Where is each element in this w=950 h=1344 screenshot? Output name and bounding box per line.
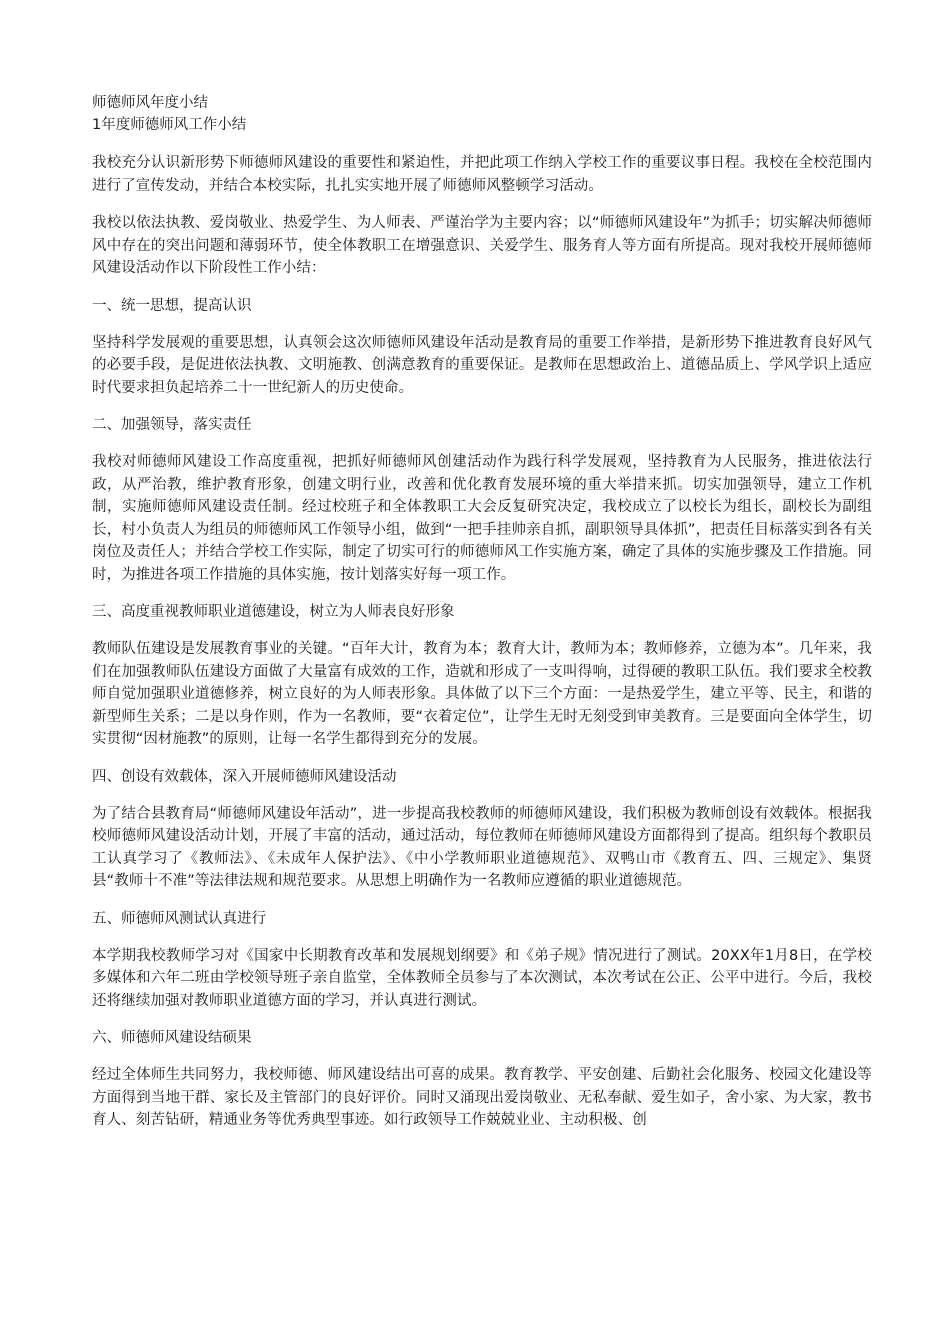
paragraph: 为了结合县教育局“师德师风建设年活动”，进一步提高我校教师的师德师风建设，我们积极为教师创设有效载体。根据我校师德师风建设活动计划，开展了丰富的活动，通过活动，每位教师在师德师风建设方面都得到了提高。组织每个教职员工认真学习了《教师法》、《未成年人保护法》、《中小学教师职业道德规范》、双鸭山市《教育五、四、三规定》、集贤县“教师十不准”等法律法规和规范要求。从思想上明确作为一名教师应遵循的职业道德规范。 xyxy=(92,805,872,889)
paragraph: 坚持科学发展观的重要思想，认真领会这次师德师风建设年活动是教育局的重要工作举措，是新形势下推进教育良好风气的必要手段，是促进依法执教、文明施教、创满意教育的重要保证。是教师在思想政治上、道德品质上、学风学识上适应时代要求担负起培养二十一世纪新人的历史使命。 xyxy=(92,334,872,396)
paragraph: 本学期我校教师学习对《国家中长期教育改革和发展规划纲要》和《弟子规》情况进行了测试。20XX年1月8日，在学校多媒体和六年二班由学校领导班子亲自监堂，全体教师全员参与了本次测试，本次考试在公正、公平中进行。今后，我校还将继续加强对教师职业道德方面的学习，并认真进行测试。 xyxy=(92,947,872,1009)
section-heading: 六、师德师风建设结硕果 xyxy=(92,1030,252,1046)
paragraph: 我校对师德师风建设工作高度重视，把抓好师德师风创建活动作为践行科学发展观，坚持教育为人民服务，推进依法行政，从严治教，维护教育形象，创建文明行业，改善和优化教育发展环境的重大举措来抓。切实加强领导，建立工作机制，实施师德师风建设责任制。经过校班子和全体教职工大会反复研究决定，我校成立了以校长为组长，副校长为副组长，村小负责人为组员的师德师风工作领导小组，做到“一把手挂帅亲自抓，副职领导具体抓”，把责任目标落实到各有关岗位及责任人；并结合学校工作实际，制定了切实可行的师德师风工作实施方案，确定了具体的实施步骤及工作措施。同时，为推进各项工作措施的具体实施，按计划落实好每一项工作。 xyxy=(92,454,872,583)
document-title: 师德师风年度小结 xyxy=(92,95,208,111)
paragraph: 我校充分认识新形势下师德师风建设的重要性和紧迫性，并把此项工作纳入学校工作的重要议事日程。我校在全校范围内进行了宣传发动，并结合本校实际，扎扎实实地开展了师德师风整顿学习活动。 xyxy=(92,155,872,194)
document-subtitle: 1年度师德师风工作小结 xyxy=(92,117,247,133)
section-heading: 一、统一思想，提高认识 xyxy=(92,297,252,314)
document-page xyxy=(92,92,872,1147)
paragraph: 经过全体师生共同努力，我校师德、师风建设结出可喜的成果。教育教学、平安创建、后勤社会化服务、校园文化建设等方面得到当地干群、家长及主管部门的良好评价。同时又涌现出爱岗敬业、无私奉献、爱生如子，舍小家、为大家，教书育人、刻苦钻研，精通业务等优秀典型事迹。如行政领导工作兢兢业业、主动积极、创 xyxy=(92,1067,872,1128)
section-heading: 三、高度重视教师职业道德建设，树立为人师表良好形象 xyxy=(92,604,455,620)
section-heading: 五、师德师风测试认真进行 xyxy=(92,910,266,927)
paragraph: 我校以依法执教、爱岗敬业、热爱学生、为人师表、严谨治学为主要内容；以“师德师风建设年”为抓手；切实解决师德师风中存在的突出问题和薄弱环节，使全体教职工在增强意识、关爱学生、服务育人等方面有所提高。现对我校开展师德师风建设活动作以下阶段性工作小结： xyxy=(92,215,872,276)
section-heading: 二、加强领导，落实责任 xyxy=(92,417,252,433)
section-heading: 四、创设有效载体，深入开展师德师风建设活动 xyxy=(92,768,397,785)
paragraph: 教师队伍建设是发展教育事业的关键。“百年大计，教育为本；教育大计，教师为本；教师修养，立德为本”。几年来，我们在加强教师队伍建设方面做了大量富有成效的工作，造就和形成了一支叫得响，过得硬的教职工队伍。我们要求全校教师自觉加强职业道德修养，树立良好的为人师表形象。具体做了以下三个方面：一是热爱学生，建立平等、民主，和谐的新型师生关系；二是以身作则，作为一名教师，要“衣着定位”，让学生无时无刻受到审美教育。三是要面向全体学生，切实贯彻“因材施教”的原则，让每一名学生都得到充分的发展。 xyxy=(92,641,872,747)
